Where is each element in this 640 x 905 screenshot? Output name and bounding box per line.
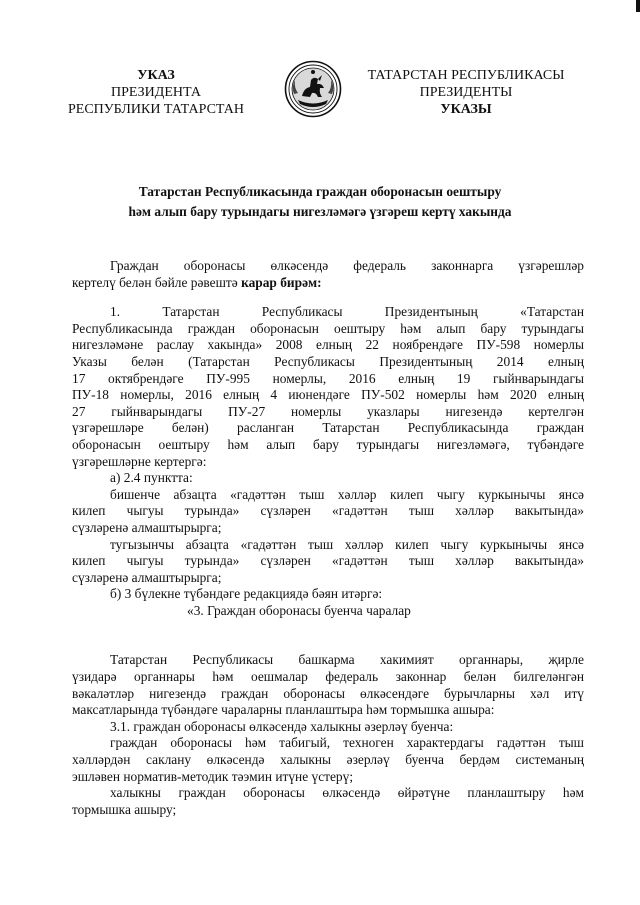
item-b-label: б) 3 бүлекне түбәндәге редакциядә бәян итәргә: xyxy=(110,586,383,602)
item-a-p2-line-3: сүзләренә алмаштырырга; xyxy=(72,569,222,585)
item1-line-10: үзгәрешләрне кертергә: xyxy=(72,453,207,469)
item1-line-4: Указы белән (Татарстан Республикасы Президентының 2014 елның xyxy=(72,353,584,369)
item1-line-1: 1. Татарстан Республикасы Президентының «Татарстан xyxy=(110,304,584,320)
header-right-line-1: ТАТАРСТАН РЕСПУБЛИКАСЫ xyxy=(367,68,565,83)
document-body xyxy=(72,258,584,818)
intro-text: кертелү белән бәйле рәвештә xyxy=(72,274,242,290)
item-a-label: а) 2.4 пунктта: xyxy=(110,470,193,486)
sub31-p1-line-3: эшләвен норматив-методик тәэмин итүне үстерү; xyxy=(72,768,354,784)
title-line-1: Татарстан Республикасында граждан оборонасын оештыру xyxy=(138,184,502,199)
header-left-line-1: УКАЗ xyxy=(137,68,175,83)
sub31-label: 3.1. граждан оборонасы өлкәсендә халыкны әзерләү буенча: xyxy=(110,718,454,734)
tatarstan-coat-of-arms-icon xyxy=(284,60,342,118)
intro-line-1: Граждан оборонасы өлкәсендә федераль законнарга үзгәрешләр xyxy=(110,258,584,273)
item-a-p1-line-3: сүзләренә алмаштырырга; xyxy=(72,519,222,535)
header-left-line-3: РЕСПУБЛИКИ ТАТАРСТАН xyxy=(67,102,244,117)
item1-line-3: нигезләмәне раслау хакында» 2008 елның 22 ноябрендәге ПУ-598 номерлы xyxy=(72,337,584,353)
title-line-2: һәм алып бару турындагы нигезләмәгә үзгәреш кертү хакында xyxy=(128,204,512,219)
item1-line-2: Республикасында граждан оборонасын оештыру һәм алып бару турындагы xyxy=(72,320,584,336)
sub31-p2-line-1: халыкны граждан оборонасы өлкәсендә өйрәтүне планлаштыру һәм xyxy=(110,785,584,801)
item1-line-7: 27 гыйнварындагы ПУ-27 номерлы указлары нигезендә кертелгән xyxy=(72,403,584,419)
scan-edge-mark xyxy=(636,0,640,12)
item-a-p2-line-1: тугызынчы абзацта «гадәттән тыш хәлләр килеп чыгу куркынычы янсә xyxy=(110,536,584,552)
item-a-p2-line-2: килеп чыгуы турында» сүзләрен «гадәттән тыш хәлләр вакытында» xyxy=(72,553,584,569)
header-left-russian xyxy=(63,67,249,118)
item-a-p1-line-1: бишенче абзацта «гадәттән тыш хәлләр килеп чыгу куркынычы янсә xyxy=(110,486,584,502)
item1-line-6: ПУ-18 номерлы, 2016 елның 4 июнендәге ПУ-502 номерлы һәм 2020 елның xyxy=(72,387,584,403)
item1-line-5: 17 октябрендәге ПУ-995 номерлы, 2016 елның 19 гыйнварындагы xyxy=(72,370,584,386)
header-right-line-3: УКАЗЫ xyxy=(440,102,492,117)
section3-line-3: вәкаләтләр нигезендә граждан оборонасы өлкәсендәге бурычларны хәл итү xyxy=(72,685,584,701)
sub31-p2-line-2: тормышка ашыру; xyxy=(72,801,177,817)
header-right-line-2: ПРЕЗИДЕНТЫ xyxy=(419,85,513,100)
header-right-tatar xyxy=(365,67,567,118)
item1-line-9: оборонасын оештыру һәм алып бару турындагы нигезләмәгә, түбәндәге xyxy=(72,436,584,452)
item1-line-8: үзгәрешләре белән) расланган Татарстан Республикасында граждан xyxy=(72,420,584,436)
sub31-p1-line-1: граждан оборонасы һәм табигый, техноген характердагы гадәттән тыш xyxy=(110,735,584,751)
intro-line-2 xyxy=(72,275,584,292)
section3-line-2: үзидарә органнары һәм оешмалар федераль законнар белән билгеләнгән xyxy=(72,669,584,685)
section3-line-4: максатларында түбәндәге чараларны планлаштыра һәм тормышка ашыра: xyxy=(72,702,495,718)
item-a-p1-line-2: килеп чыгуы турында» сүзләрен «гадәттән тыш хәлләр вакытында» xyxy=(72,503,584,519)
decree-phrase: карар бирәм: xyxy=(241,274,322,290)
section3-line-1: Татарстан Республикасы башкарма хакимият органнары, җирле xyxy=(110,652,584,668)
document-title xyxy=(70,182,570,222)
item-b-quote: «3. Граждан оборонасы буенча чаралар xyxy=(187,602,411,618)
header-left-line-2: ПРЕЗИДЕНТА xyxy=(111,85,201,100)
sub31-p1-line-2: хәлләрдән саклану өлкәсендә халыкны әзерләү буенча бердәм системаның xyxy=(72,752,584,768)
